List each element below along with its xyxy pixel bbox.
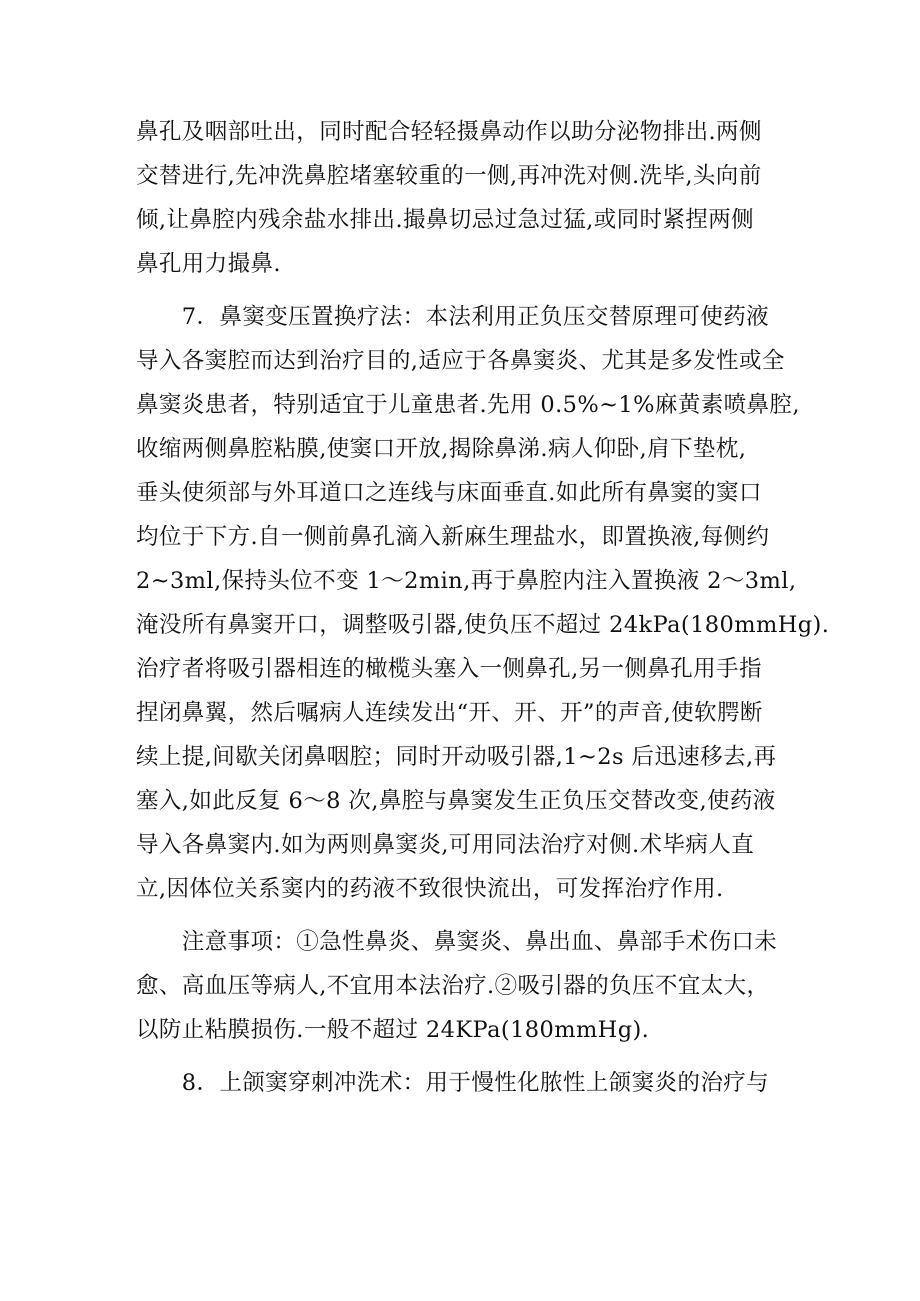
paragraph-spacer	[136, 1052, 816, 1061]
text-line: 治疗者将吸引器相连的橄榄头塞入一侧鼻孔,另一侧鼻孔用手指	[136, 656, 762, 682]
text-line: 鼻窦炎患者，特别适宜于儿童患者.先用 0.5%~1%麻黄素喷鼻腔,	[136, 392, 800, 418]
paragraph-maxillary-sinus-puncture	[136, 1061, 816, 1105]
document-body	[136, 110, 830, 1105]
text-line: 交替进行,先冲洗鼻腔堵塞较重的一侧,再冲洗对侧.洗毕,头向前	[136, 163, 762, 189]
text-line: 以防止粘膜损伤.一般不超过 24KPa(180mmHg).	[136, 1017, 650, 1043]
text-line: 导入各鼻窦内.如为两则鼻窦炎,可用同法治疗对侧.术毕病人直	[136, 832, 755, 858]
paragraph-spacer	[136, 286, 816, 295]
text-line: 鼻孔用力撮鼻.	[136, 251, 281, 277]
text-line: 鼻孔及咽部吐出，同时配合轻轻摄鼻动作以助分泌物排出.两侧	[136, 119, 762, 145]
text-line: 捏闭鼻翼，然后嘱病人连续发出“开、开、开”的声音,使软腭断	[136, 700, 763, 726]
text-line: 均位于下方.自一侧前鼻孔滴入新麻生理盐水，即置换液,每侧约	[136, 524, 770, 550]
text-line: 塞入,如此反复 6～8 次,鼻腔与鼻窦发生正负压交替改变,使药液	[136, 788, 776, 814]
text-line: 垂头使须部与外耳道口之连线与床面垂直.如此所有鼻窦的窦口	[136, 480, 762, 506]
paragraph-sinus-displacement-therapy	[136, 295, 830, 911]
paragraph-precautions	[136, 920, 816, 1052]
text-line: 淹没所有鼻窦开口，调整吸引器,使负压不超过 24kPa(180mmHg).	[136, 612, 830, 638]
text-line: 注意事项：①急性鼻炎、鼻窦炎、鼻出血、鼻部手术伤口未	[136, 929, 778, 955]
text-line: 立,因体位关系窦内的药液不致很快流出，可发挥治疗作用.	[136, 876, 724, 902]
text-line: 导入各窦腔而达到治疗目的,适应于各鼻窦炎、尤其是多发性或全	[136, 348, 785, 374]
text-line: 续上提,间歇关闭鼻咽腔；同时开动吸引器,1~2s 后迅速移去,再	[136, 744, 777, 770]
paragraph-nasal-rinse	[136, 110, 816, 286]
text-line: 倾,让鼻腔内残余盐水排出.撮鼻切忌过急过猛,或同时紧捏两侧	[136, 207, 755, 233]
text-line: 8．上颌窦穿刺冲洗术：用于慢性化脓性上颌窦炎的治疗与	[136, 1070, 770, 1096]
text-line: 7．鼻窦变压置换疗法：本法利用正负压交替原理可使药液	[136, 304, 770, 330]
text-line: 收缩两侧鼻腔粘膜,使窦口开放,揭除鼻涕.病人仰卧,肩下垫枕,	[136, 436, 747, 462]
text-line: 愈、高血压等病人,不宜用本法治疗.②吸引器的负压不宜太大，	[136, 973, 770, 999]
paragraph-spacer	[136, 911, 816, 920]
text-line: 2~3ml,保持头位不变 1～2min,再于鼻腔内注入置换液 2～3ml,	[136, 568, 797, 594]
